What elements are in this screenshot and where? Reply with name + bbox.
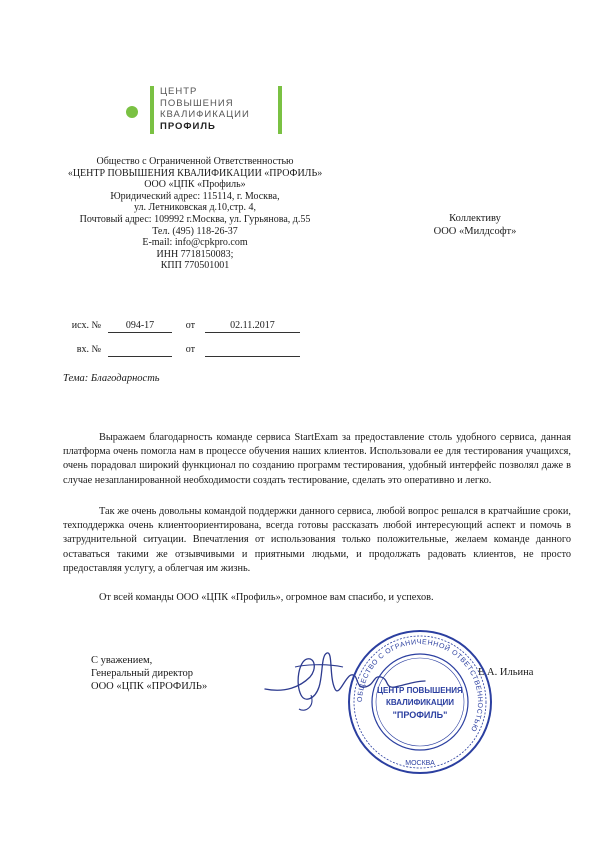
sender-block <box>60 156 330 272</box>
company-logo <box>126 82 286 138</box>
signoff-company: ООО «ЦПК «ПРОФИЛЬ» <box>91 681 208 692</box>
logo-bar-left <box>150 86 154 134</box>
sender-line: Почтовый адрес: 109992 г.Москва, ул. Гурьянова, д.55 <box>79 213 311 225</box>
recipient-line-1: Коллективу <box>449 213 501 224</box>
sender-line: ул. Летниковская д.10,стр. 4, <box>134 202 256 214</box>
stamp-line-1: ЦЕНТР ПОВЫШЕНИЯ <box>377 686 463 695</box>
body-paragraph: Так же очень довольны командой поддержки данного сервиса, любой вопрос решался в кратчайшие сроки, техподдержка очень клиентоориентирована, всегда готовы рассказать любой интересующий аспект и помочь в затруднительной ситуации. Впечатления от использования только положительные, желаем команде данного оставаться такими же отзывчивыми и приятными людьми, и продолжать радовать клиентов, не просто предоставляя услугу, а облегчая им жизнь. <box>63 506 571 574</box>
sender-line: ИНН 7718150083; <box>156 248 234 260</box>
logo-bar-right <box>278 86 282 134</box>
letter-body <box>63 431 571 488</box>
sender-line: E-mail: info@cpkpro.com <box>142 237 248 249</box>
sender-line: ООО «ЦПК «Профиль» <box>144 179 246 191</box>
signoff-block <box>91 654 207 693</box>
outgoing-date-label: от <box>185 320 195 331</box>
recipient-block <box>395 212 555 238</box>
sender-line: Тел. (495) 118-26-37 <box>152 225 238 237</box>
incoming-date-value <box>205 344 300 357</box>
recipient-line-2: ООО «Милдсофт» <box>433 226 517 237</box>
outgoing-number-label: исх. № <box>71 320 101 331</box>
stamp-line-3: "ПРОФИЛЬ" <box>392 710 448 720</box>
company-stamp <box>345 627 495 777</box>
body-paragraph: Выражаем благодарность команде сервиса StartExam за предоставление столь удобного сервиса, данная платформа очень помогла нам в процессе обучения наших клиентов. Использовали ее для тестирования учащихся, очень порадовал широкий функционал по созданию программ тестирования, удобный интерфейс позволял даже в случае незапланированной необходимости создать тестирование, сделать это оперативно и легко. <box>63 432 571 486</box>
incoming-number-label: вх. № <box>76 344 101 355</box>
sender-line: КПП 770501001 <box>160 260 230 272</box>
body-paragraph: От всей команды ООО «ЦПК «Профиль», огромное вам спасибо, и успехов. <box>99 592 434 603</box>
letter-body-2 <box>63 505 571 576</box>
outgoing-number-value: 094-17 <box>108 320 172 333</box>
sender-line: «ЦЕНТР ПОВЫШЕНИЯ КВАЛИФИКАЦИИ «ПРОФИЛЬ» <box>67 167 323 179</box>
letter-body-3 <box>63 591 571 605</box>
letter-subject: Тема: Благодарность <box>63 373 160 384</box>
logo-text: ЦЕНТР ПОВЫШЕНИЯ КВАЛИФИКАЦИИ ПРОФИЛЬ <box>160 86 250 132</box>
stamp-line-2: КВАЛИФИКАЦИИ <box>385 698 455 707</box>
outgoing-date-value: 02.11.2017 <box>205 320 300 333</box>
sender-line: Общество с Ограниченной Ответственностью <box>96 156 294 167</box>
outgoing-number-row <box>0 320 600 340</box>
stamp-city: МОСКВА <box>405 760 435 767</box>
stamp-ring-text: ОБЩЕСТВО С ОГРАНИЧЕННОЙ ОТВЕТСТВЕННОСТЬЮ <box>356 638 484 733</box>
logo-dot-icon <box>126 106 138 118</box>
incoming-date-label: от <box>185 344 195 355</box>
sender-line: Юридический адрес: 115114, г. Москва, <box>110 190 280 202</box>
incoming-number-row <box>0 344 600 364</box>
signoff-regards: С уважением, <box>91 655 153 666</box>
signoff-position: Генеральный директор <box>91 668 193 679</box>
signer-name: Е.А. Ильина <box>478 667 534 678</box>
